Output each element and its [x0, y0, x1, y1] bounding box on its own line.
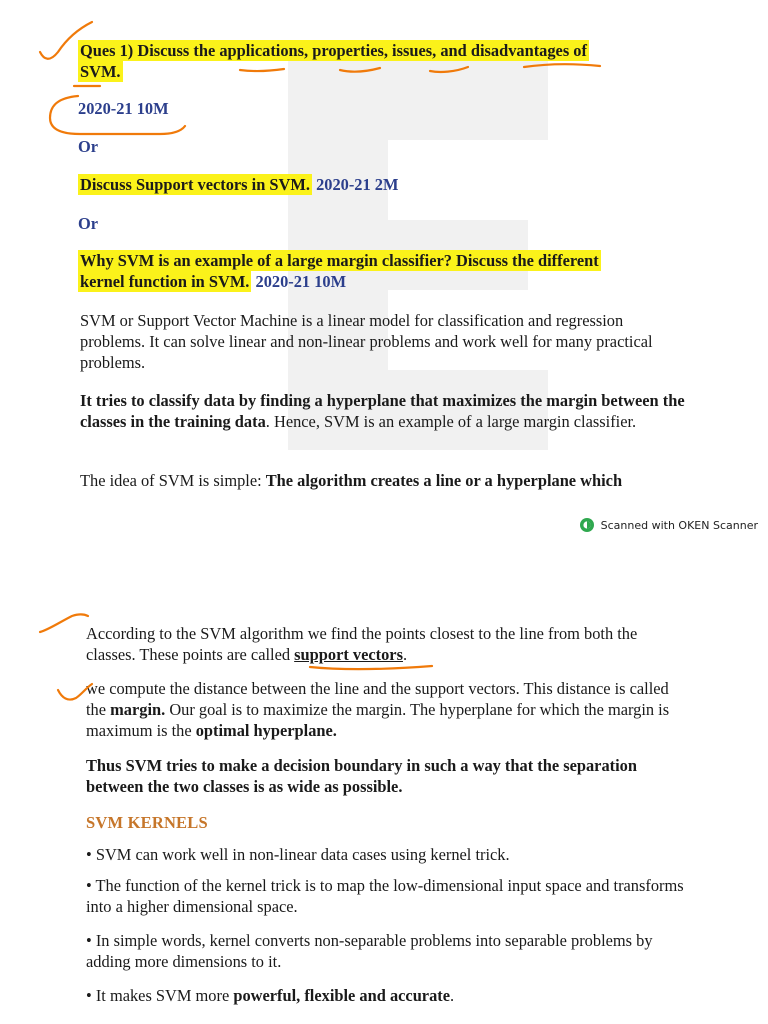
or-separator-1: Or — [78, 137, 99, 156]
optimal-hyperplane-term: optimal hyperplane. — [195, 721, 337, 740]
idea-paragraph — [80, 470, 690, 491]
question-2-text: Discuss Support vectors in SVM. — [80, 175, 310, 194]
question-line-1: Ques 1) Discuss the applications, properties, issues, and disadvantages of — [80, 41, 587, 60]
margin-paragraph-bold: It tries to classify data by finding a hyperplane that maximizes the margin between the classes in the training data — [80, 391, 685, 431]
margin-paragraph-rest: . Hence, SVM is an example of a large margin classifier. — [265, 412, 637, 431]
year-marks-2: 2020-21 2M — [316, 175, 399, 194]
question-2 — [78, 174, 688, 195]
oken-scanner-logo-icon — [579, 517, 595, 533]
kernel-bullet-2: • The function of the kernel trick is to map the low-dimensional input space and transforms into a higher dimensional space. — [86, 876, 684, 916]
scanned-page-1 — [0, 0, 768, 497]
question-heading — [78, 40, 688, 82]
kernel-bullet-3: • In simple words, kernel converts non-separable problems into separable problems by adding more dimensions to it. — [86, 931, 653, 971]
kernel-bullet-4-end: . — [450, 986, 455, 1005]
margin-def-term: margin. — [110, 700, 166, 719]
scanned-page-2 — [0, 555, 768, 1024]
or-separator-2: Or — [78, 214, 99, 233]
support-vectors-paragraph — [86, 623, 686, 665]
scanner-label — [579, 517, 758, 533]
decision-boundary-paragraph: Thus SVM tries to make a decision boundary in such a way that the separation between the two classes is as wide as possible. — [86, 756, 637, 796]
year-marks-3: 2020-21 10M — [255, 272, 347, 291]
margin-definition-paragraph — [86, 678, 686, 741]
intro-paragraph: SVM or Support Vector Machine is a linear model for classification and regression problems. It can solve linear and non-linear problems and work well for many practical problems. — [80, 311, 653, 372]
question-3 — [78, 250, 688, 292]
idea-paragraph-bold: The algorithm creates a line or a hyperplane which — [265, 471, 623, 490]
margin-def-c: Our goal is to maximize the margin. The hyperplane for which the margin is maximum is the — [86, 700, 670, 740]
kernel-bullet-1: • SVM can work well in non-linear data cases using kernel trick. — [86, 845, 510, 864]
margin-def-a: we compute the distance between the line and the support vectors. This distance is called the — [86, 679, 669, 719]
margin-paragraph — [80, 390, 685, 432]
svm-kernels-heading: SVM KERNELS — [86, 813, 208, 832]
support-vectors-end: . — [402, 645, 408, 664]
kernel-bullet-4 — [86, 985, 686, 1006]
question-3-line-1: Why SVM is an example of a large margin classifier? Discuss the different — [80, 251, 599, 270]
kernel-bullet-4-bold: powerful, flexible and accurate — [233, 986, 451, 1005]
scanner-label-text: Scanned with OKEN Scanner — [600, 518, 758, 532]
support-vectors-term: support vectors — [294, 645, 403, 664]
kernel-bullet-4-start: • It makes SVM more — [86, 986, 234, 1005]
question-line-2: SVM. — [80, 62, 121, 81]
scanner-footer — [0, 497, 768, 555]
support-vectors-text: According to the SVM algorithm we find the points closest to the line from both the classes. These points are called — [86, 624, 638, 664]
idea-paragraph-start: The idea of SVM is simple: — [80, 471, 266, 490]
question-3-line-2: kernel function in SVM. — [80, 272, 250, 291]
year-marks-1: 2020-21 10M — [78, 99, 169, 118]
